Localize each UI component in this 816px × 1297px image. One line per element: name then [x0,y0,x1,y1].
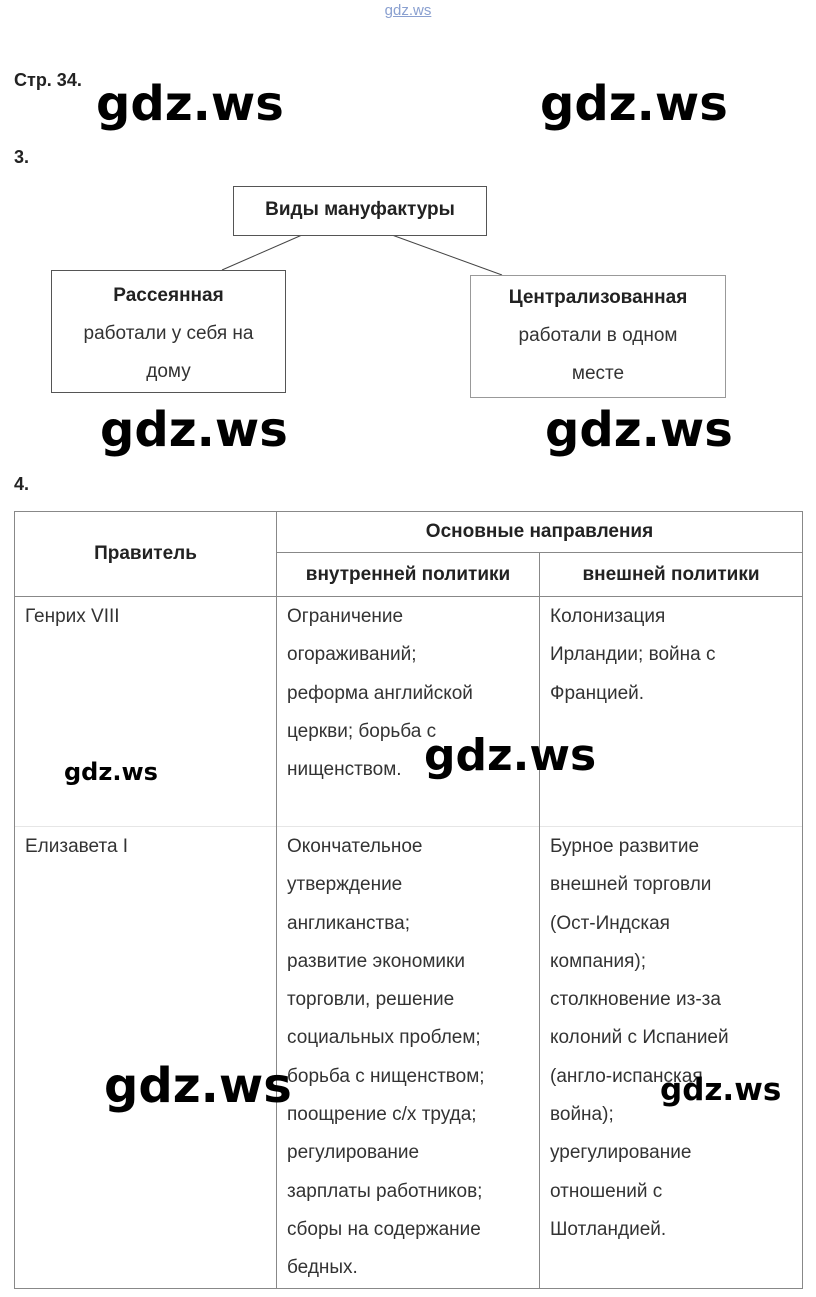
cell-external [540,827,803,1289]
page-label: Стр. 34. [14,70,82,90]
text-line: англиканства; [287,912,410,934]
diagram-root-box [233,186,487,236]
site-link[interactable]: gdz.ws [384,2,432,19]
diagram-right-title: Централизованная [508,287,688,308]
diagram-root-title: Виды мануфактуры [265,199,455,220]
text-line: развитие экономики [287,950,465,972]
text-line: социальных проблем; [287,1027,481,1049]
task-number-3: 3. [14,147,30,167]
text-line: нищенством. [287,759,402,781]
text-line: торговли, решение [287,989,455,1011]
watermark: gdz.ws [100,402,288,458]
header-ruler: Правитель [15,512,277,597]
diagram-connectors [0,0,816,300]
text-line: поощрение с/х труда; [287,1104,477,1126]
watermark: gdz.ws [540,76,728,132]
table-row [15,597,803,827]
watermark: gdz.ws [424,730,597,781]
text-line: Шотландией. [550,1218,667,1240]
header-external-policy: внешней политики [540,553,803,597]
task-number-4: 4. [14,474,30,494]
text-line: реформа английской [287,682,473,704]
text-line: церкви; борьба с [287,720,437,742]
text-line: зарплаты работников; [287,1180,483,1202]
diagram-left-title: Рассеянная [113,285,224,306]
ruler-name: Елизавета I [25,836,129,857]
header-internal-policy: внутренней политики [277,553,540,597]
text-line: внешней торговли [550,874,712,896]
table-header-row [15,512,803,553]
text-line: Ирландии; война с [550,644,716,666]
text-line: отношений с [550,1180,663,1202]
text-line: Ограничение [287,606,404,627]
text-line: сборы на содержание [287,1218,481,1240]
watermark: gdz.ws [545,402,733,458]
text-line: регулирование [287,1142,420,1164]
text-line: Окончательное [287,836,423,857]
text-line: бедных. [287,1257,358,1279]
connector-right [392,235,502,275]
header-directions: Основные направления [277,512,803,553]
text-line: Францией. [550,682,645,704]
text-line: колоний с Испанией [550,1027,729,1049]
cell-internal [277,597,540,827]
diagram-left-text: работали у себя на [83,323,254,344]
diagram-right-text: работали в одном [518,325,678,346]
text-line: война); [550,1104,614,1126]
watermark: gdz.ws [96,76,284,132]
connector-left [222,235,302,270]
watermark: gdz.ws [64,758,158,786]
text-line: Колонизация [550,606,666,627]
watermark: gdz.ws [104,1058,292,1114]
ruler-name: Генрих VIII [25,606,120,627]
text-line: огораживаний; [287,644,417,666]
diagram-left-text: дому [146,361,191,382]
text-line: компания); [550,950,647,972]
text-line: утверждение [287,874,403,896]
text-line: урегулирование [550,1142,692,1164]
diagram-right-text: месте [571,363,625,384]
politics-table [14,511,803,1289]
diagram-left-box [51,270,286,393]
cell-internal [277,827,540,1289]
text-line: столкновение из-за [550,989,721,1011]
diagram-right-box [470,275,726,398]
text-line: (англо-испанская [550,1065,703,1087]
cell-external [540,597,803,827]
text-line: (Ост-Индская [550,912,670,934]
text-line: Бурное развитие [550,836,700,857]
watermark: gdz.ws [660,1072,782,1108]
cell-ruler [15,597,277,827]
text-line: борьба с нищенством; [287,1065,485,1087]
